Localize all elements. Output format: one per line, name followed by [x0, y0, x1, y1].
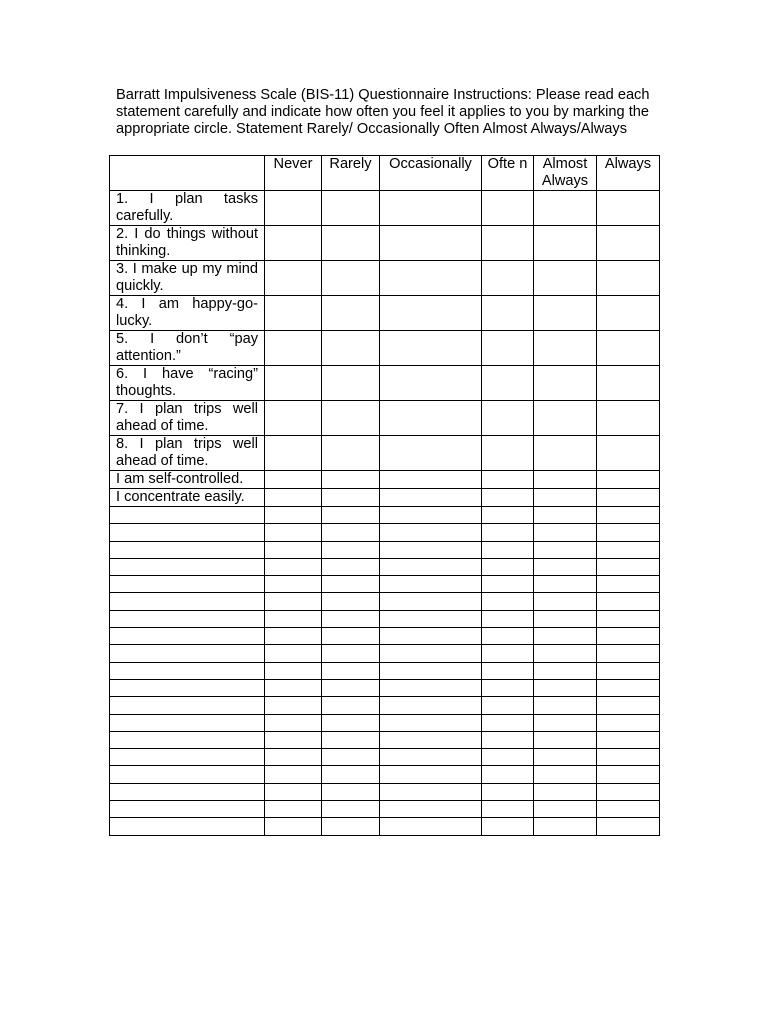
empty-cell: [482, 558, 534, 575]
empty-cell: [265, 662, 322, 679]
answer-cell-often[interactable]: [482, 366, 534, 401]
empty-cell: [482, 524, 534, 541]
empty-cell: [534, 610, 597, 627]
answer-cell-never[interactable]: [265, 331, 322, 366]
answer-cell-almost-always[interactable]: [534, 296, 597, 331]
answer-cell-rarely[interactable]: [322, 489, 380, 507]
empty-row: [110, 662, 660, 679]
answer-cell-never[interactable]: [265, 226, 322, 261]
answer-cell-always[interactable]: [597, 331, 660, 366]
empty-cell: [380, 783, 482, 800]
empty-cell: [110, 645, 265, 662]
empty-row: [110, 645, 660, 662]
empty-cell: [597, 697, 660, 714]
empty-cell: [534, 541, 597, 558]
empty-cell: [482, 731, 534, 748]
empty-cell: [110, 524, 265, 541]
table-row: [110, 296, 660, 331]
empty-cell: [482, 818, 534, 835]
answer-cell-almost-always[interactable]: [534, 191, 597, 226]
answer-cell-always[interactable]: [597, 489, 660, 507]
empty-cell: [322, 610, 380, 627]
empty-cell: [534, 801, 597, 818]
answer-cell-rarely[interactable]: [322, 191, 380, 226]
answer-cell-almost-always[interactable]: [534, 401, 597, 436]
statement-cell: I concentrate easily.: [110, 489, 265, 507]
empty-cell: [380, 801, 482, 818]
empty-cell: [110, 766, 265, 783]
empty-cell: [597, 645, 660, 662]
table-body: [110, 191, 660, 836]
answer-cell-almost-always[interactable]: [534, 471, 597, 489]
empty-row: [110, 749, 660, 766]
answer-cell-often[interactable]: [482, 261, 534, 296]
empty-cell: [534, 749, 597, 766]
answer-cell-rarely[interactable]: [322, 471, 380, 489]
empty-cell: [534, 558, 597, 575]
answer-cell-often[interactable]: [482, 226, 534, 261]
answer-cell-rarely[interactable]: [322, 436, 380, 471]
empty-cell: [265, 783, 322, 800]
answer-cell-almost-always[interactable]: [534, 436, 597, 471]
table-row: [110, 331, 660, 366]
statement-cell: 7. I plan trips well ahead of time.: [110, 401, 265, 436]
empty-cell: [482, 593, 534, 610]
table-row: [110, 366, 660, 401]
answer-cell-rarely[interactable]: [322, 261, 380, 296]
empty-cell: [322, 576, 380, 593]
empty-cell: [534, 714, 597, 731]
empty-cell: [265, 766, 322, 783]
empty-cell: [380, 714, 482, 731]
answer-cell-occasionally[interactable]: [380, 471, 482, 489]
empty-cell: [597, 558, 660, 575]
empty-cell: [597, 662, 660, 679]
answer-cell-occasionally[interactable]: [380, 436, 482, 471]
empty-cell: [380, 731, 482, 748]
header-always: Always: [597, 156, 660, 191]
empty-cell: [110, 679, 265, 696]
instructions-text: Barratt Impulsiveness Scale (BIS-11) Questionnaire Instructions: Please read each statement carefully and indicate how often you feel it applies to you by marking the appropriate circle. Statement Rarely/ Occasionally Often Almost Always/Always: [116, 87, 650, 137]
empty-cell: [597, 610, 660, 627]
statement-cell: 4. I am happy-go-lucky.: [110, 296, 265, 331]
empty-cell: [380, 662, 482, 679]
empty-cell: [110, 697, 265, 714]
empty-cell: [322, 749, 380, 766]
answer-cell-always[interactable]: [597, 226, 660, 261]
empty-cell: [482, 628, 534, 645]
empty-cell: [482, 714, 534, 731]
header-row: [110, 156, 660, 191]
empty-cell: [380, 507, 482, 524]
empty-cell: [597, 731, 660, 748]
empty-row: [110, 558, 660, 575]
empty-cell: [597, 524, 660, 541]
empty-cell: [597, 766, 660, 783]
empty-cell: [322, 714, 380, 731]
empty-cell: [534, 818, 597, 835]
answer-cell-almost-always[interactable]: [534, 366, 597, 401]
empty-cell: [265, 818, 322, 835]
empty-cell: [322, 766, 380, 783]
header-rarely: Rarely: [322, 156, 380, 191]
empty-cell: [110, 593, 265, 610]
empty-cell: [534, 576, 597, 593]
empty-row: [110, 714, 660, 731]
empty-cell: [265, 576, 322, 593]
empty-cell: [265, 731, 322, 748]
empty-row: [110, 541, 660, 558]
answer-cell-rarely[interactable]: [322, 226, 380, 261]
empty-cell: [265, 801, 322, 818]
answer-cell-never[interactable]: [265, 401, 322, 436]
statement-cell: 3. I make up my mind quickly.: [110, 261, 265, 296]
empty-cell: [482, 801, 534, 818]
empty-row: [110, 679, 660, 696]
empty-cell: [265, 541, 322, 558]
empty-row: [110, 783, 660, 800]
empty-cell: [380, 766, 482, 783]
answer-cell-almost-always[interactable]: [534, 261, 597, 296]
empty-cell: [322, 697, 380, 714]
empty-cell: [380, 679, 482, 696]
empty-cell: [322, 593, 380, 610]
empty-cell: [322, 541, 380, 558]
empty-cell: [322, 662, 380, 679]
empty-cell: [597, 818, 660, 835]
answer-cell-occasionally[interactable]: [380, 296, 482, 331]
empty-row: [110, 818, 660, 835]
answer-cell-often[interactable]: [482, 296, 534, 331]
empty-cell: [597, 507, 660, 524]
empty-cell: [597, 749, 660, 766]
empty-cell: [322, 679, 380, 696]
empty-cell: [482, 749, 534, 766]
empty-cell: [110, 610, 265, 627]
empty-cell: [380, 749, 482, 766]
empty-cell: [482, 507, 534, 524]
empty-cell: [482, 783, 534, 800]
header-never: Never: [265, 156, 322, 191]
empty-cell: [110, 714, 265, 731]
empty-cell: [265, 610, 322, 627]
response-table: [109, 155, 660, 836]
answer-cell-always[interactable]: [597, 436, 660, 471]
header-statement: [110, 156, 265, 191]
answer-cell-almost-always[interactable]: [534, 226, 597, 261]
answer-cell-always[interactable]: [597, 261, 660, 296]
empty-cell: [597, 714, 660, 731]
empty-cell: [265, 645, 322, 662]
statement-cell: 1. I plan tasks carefully.: [110, 191, 265, 226]
empty-cell: [322, 783, 380, 800]
statement-cell: 5. I don’t “pay attention.”: [110, 331, 265, 366]
empty-cell: [534, 697, 597, 714]
empty-row: [110, 801, 660, 818]
empty-cell: [482, 645, 534, 662]
table-row: [110, 401, 660, 436]
header-almost-always: Almost Always: [534, 156, 597, 191]
empty-cell: [380, 576, 482, 593]
empty-cell: [534, 628, 597, 645]
answer-cell-always[interactable]: [597, 366, 660, 401]
empty-cell: [110, 749, 265, 766]
header-occasionally: Occasionally: [380, 156, 482, 191]
empty-cell: [110, 662, 265, 679]
empty-cell: [597, 628, 660, 645]
table-row: [110, 471, 660, 489]
empty-cell: [380, 645, 482, 662]
empty-cell: [322, 801, 380, 818]
empty-cell: [110, 731, 265, 748]
answer-cell-never[interactable]: [265, 191, 322, 226]
empty-cell: [265, 697, 322, 714]
answer-cell-occasionally[interactable]: [380, 489, 482, 507]
answer-cell-occasionally[interactable]: [380, 366, 482, 401]
empty-row: [110, 697, 660, 714]
answer-cell-often[interactable]: [482, 471, 534, 489]
statement-cell: 2. I do things without thinking.: [110, 226, 265, 261]
answer-cell-rarely[interactable]: [322, 401, 380, 436]
empty-cell: [265, 679, 322, 696]
statement-cell: I am self-controlled.: [110, 471, 265, 489]
empty-cell: [482, 766, 534, 783]
answer-cell-almost-always[interactable]: [534, 331, 597, 366]
empty-cell: [322, 524, 380, 541]
empty-cell: [597, 541, 660, 558]
empty-cell: [380, 541, 482, 558]
answer-cell-rarely[interactable]: [322, 366, 380, 401]
empty-cell: [322, 558, 380, 575]
answer-cell-never[interactable]: [265, 261, 322, 296]
empty-row: [110, 576, 660, 593]
empty-cell: [322, 731, 380, 748]
empty-cell: [110, 628, 265, 645]
header-often: Ofte n: [482, 156, 534, 191]
empty-cell: [380, 697, 482, 714]
answer-cell-occasionally[interactable]: [380, 401, 482, 436]
empty-cell: [322, 507, 380, 524]
empty-cell: [482, 679, 534, 696]
answer-cell-always[interactable]: [597, 401, 660, 436]
answer-cell-always[interactable]: [597, 191, 660, 226]
answer-cell-occasionally[interactable]: [380, 226, 482, 261]
table-row: [110, 226, 660, 261]
empty-cell: [534, 783, 597, 800]
empty-cell: [110, 818, 265, 835]
table-row: [110, 436, 660, 471]
answer-cell-often[interactable]: [482, 191, 534, 226]
table-row: [110, 489, 660, 507]
empty-row: [110, 524, 660, 541]
empty-cell: [380, 628, 482, 645]
empty-cell: [534, 662, 597, 679]
empty-row: [110, 628, 660, 645]
empty-cell: [597, 576, 660, 593]
answer-cell-occasionally[interactable]: [380, 191, 482, 226]
empty-cell: [534, 679, 597, 696]
empty-cell: [110, 558, 265, 575]
empty-cell: [482, 610, 534, 627]
empty-row: [110, 766, 660, 783]
empty-cell: [597, 783, 660, 800]
empty-cell: [380, 558, 482, 575]
answer-cell-occasionally[interactable]: [380, 331, 482, 366]
table-row: [110, 261, 660, 296]
empty-cell: [265, 749, 322, 766]
empty-cell: [380, 524, 482, 541]
answer-cell-never[interactable]: [265, 296, 322, 331]
answer-cell-always[interactable]: [597, 296, 660, 331]
empty-cell: [265, 524, 322, 541]
empty-cell: [597, 679, 660, 696]
table-row: [110, 191, 660, 226]
empty-row: [110, 610, 660, 627]
answer-cell-rarely[interactable]: [322, 331, 380, 366]
empty-cell: [534, 731, 597, 748]
answer-cell-never[interactable]: [265, 471, 322, 489]
answer-cell-always[interactable]: [597, 471, 660, 489]
empty-row: [110, 731, 660, 748]
answer-cell-often[interactable]: [482, 489, 534, 507]
answer-cell-rarely[interactable]: [322, 296, 380, 331]
empty-cell: [380, 593, 482, 610]
empty-row: [110, 593, 660, 610]
statement-cell: 6. I have “racing” thoughts.: [110, 366, 265, 401]
empty-cell: [597, 593, 660, 610]
empty-cell: [534, 507, 597, 524]
empty-cell: [265, 507, 322, 524]
answer-cell-almost-always[interactable]: [534, 489, 597, 507]
empty-cell: [265, 558, 322, 575]
empty-cell: [482, 576, 534, 593]
empty-cell: [482, 541, 534, 558]
empty-cell: [482, 662, 534, 679]
empty-cell: [322, 645, 380, 662]
empty-cell: [110, 783, 265, 800]
empty-cell: [534, 524, 597, 541]
empty-cell: [534, 645, 597, 662]
empty-cell: [265, 593, 322, 610]
empty-cell: [265, 628, 322, 645]
answer-cell-often[interactable]: [482, 436, 534, 471]
empty-cell: [482, 697, 534, 714]
answer-cell-never[interactable]: [265, 489, 322, 507]
empty-cell: [110, 541, 265, 558]
answer-cell-occasionally[interactable]: [380, 261, 482, 296]
empty-cell: [110, 801, 265, 818]
empty-row: [110, 507, 660, 524]
empty-cell: [597, 801, 660, 818]
empty-cell: [380, 610, 482, 627]
empty-cell: [322, 818, 380, 835]
answer-cell-often[interactable]: [482, 331, 534, 366]
answer-cell-often[interactable]: [482, 401, 534, 436]
empty-cell: [110, 507, 265, 524]
empty-cell: [534, 593, 597, 610]
empty-cell: [380, 818, 482, 835]
empty-cell: [322, 628, 380, 645]
empty-cell: [110, 576, 265, 593]
empty-cell: [265, 714, 322, 731]
answer-cell-never[interactable]: [265, 436, 322, 471]
statement-cell: 8. I plan trips well ahead of time.: [110, 436, 265, 471]
empty-cell: [534, 766, 597, 783]
answer-cell-never[interactable]: [265, 366, 322, 401]
